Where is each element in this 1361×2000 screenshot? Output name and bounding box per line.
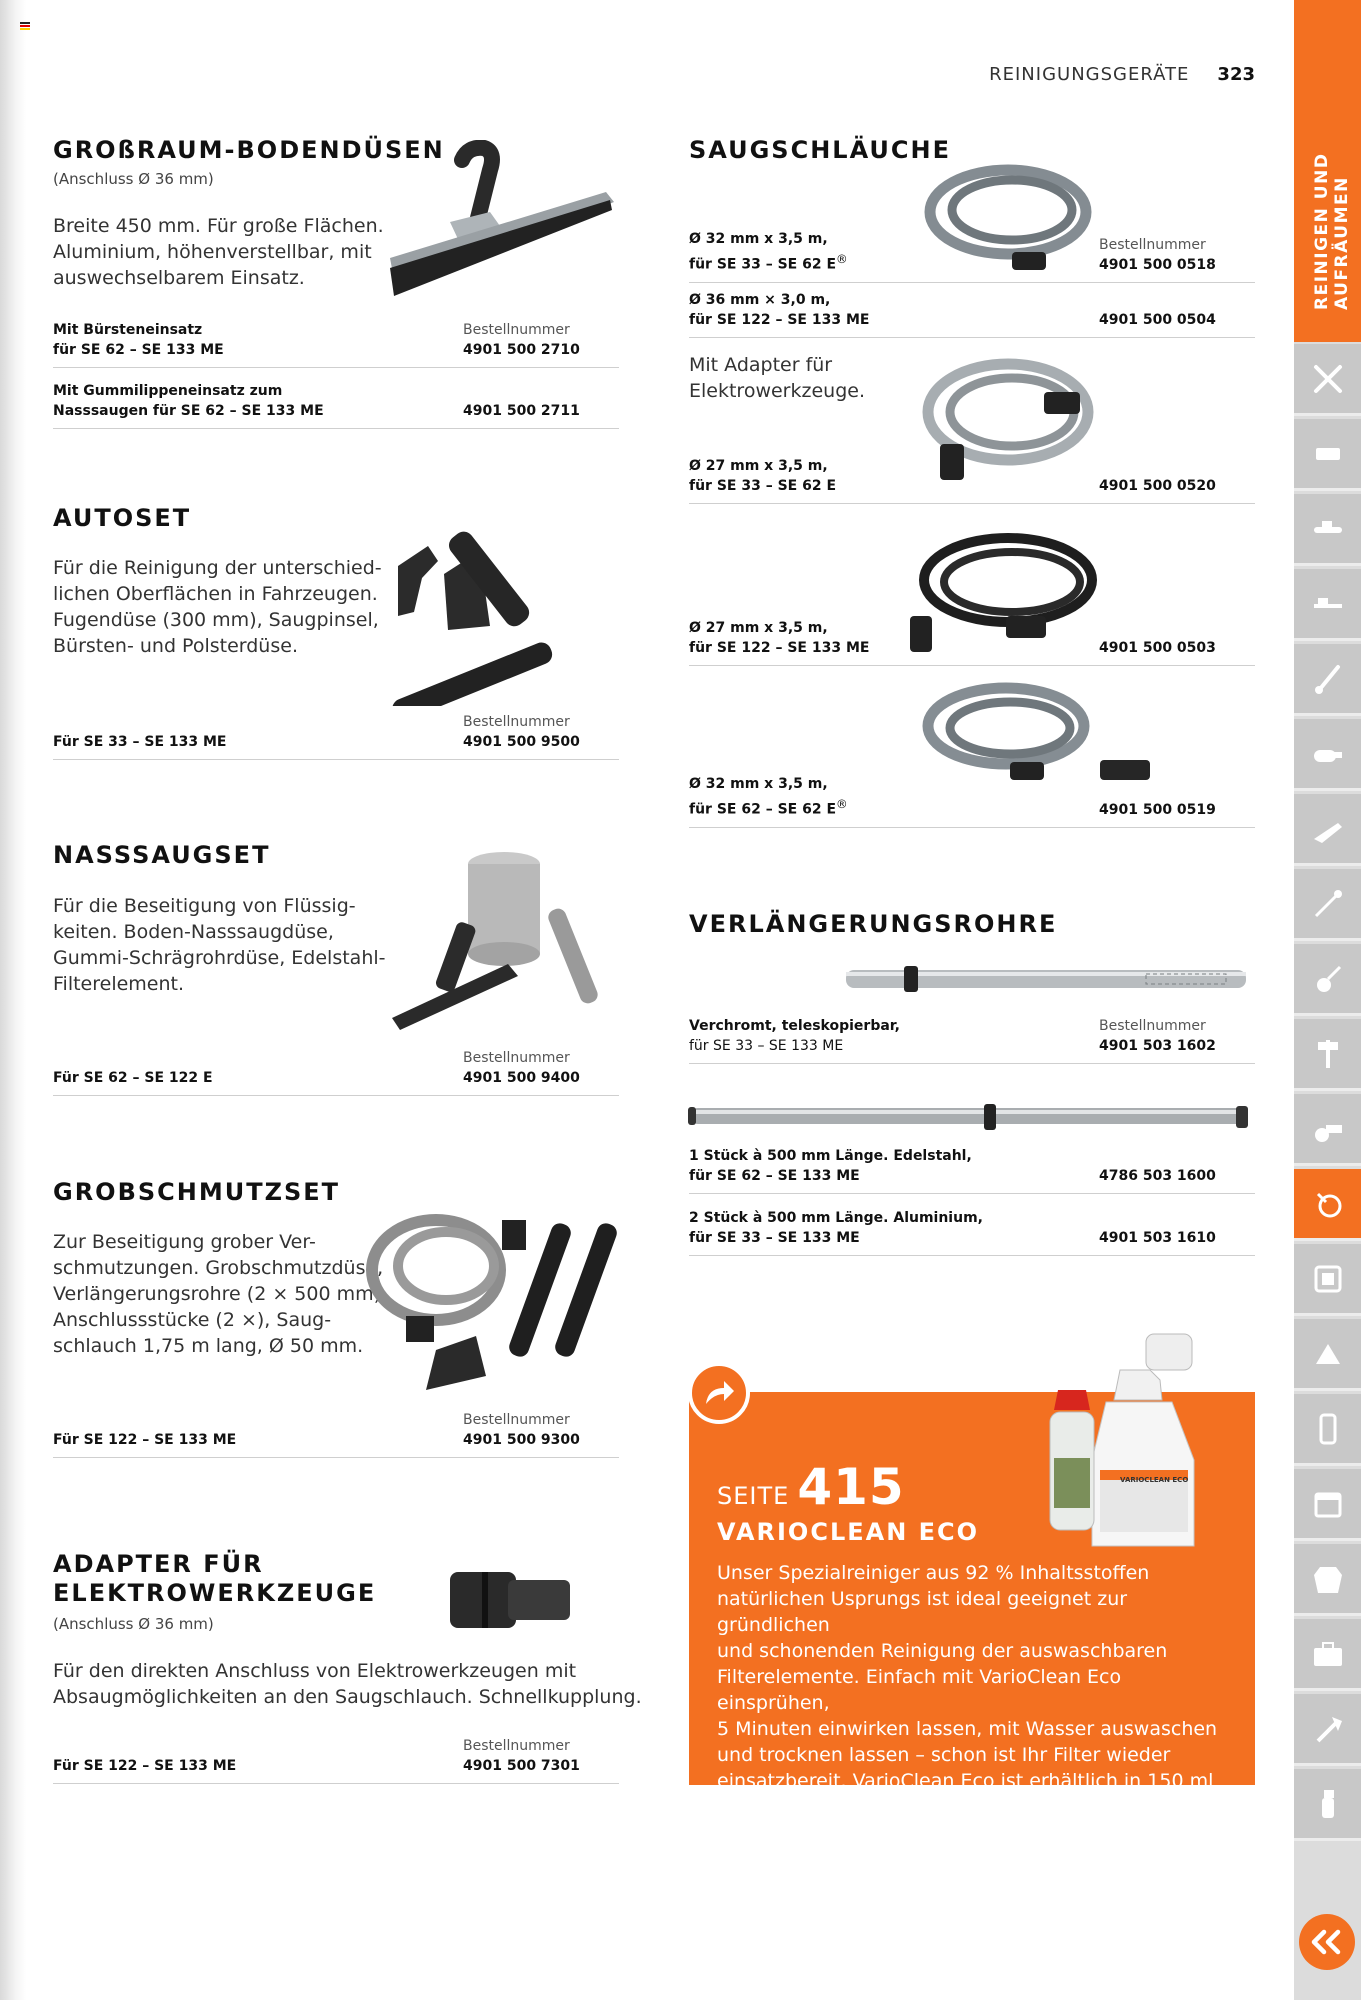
product-row <box>53 1724 619 1784</box>
order-number <box>1099 1166 1216 1186</box>
promo-line: und schonenden Reinigung der auswaschbaren <box>717 1640 1168 1662</box>
order-value: 4901 503 1602 <box>1099 1038 1216 1054</box>
desc-line: keiten. Boden-Nasssaugdüse, <box>53 921 334 943</box>
brushcutter-icon <box>1308 659 1348 699</box>
sidebar-tab-toolbox-icon[interactable] <box>1294 1619 1361 1691</box>
product-row <box>689 1194 1255 1256</box>
spray-bottles-image <box>1040 1310 1240 1550</box>
product-row <box>689 283 1255 338</box>
page-reference-number: 415 <box>797 1458 905 1516</box>
desc-line: Mit Adapter für <box>689 354 833 376</box>
adapter-description <box>53 1658 642 1710</box>
order-number <box>1099 1016 1216 1056</box>
trimmer-icon <box>1308 884 1348 924</box>
autoset-description <box>53 555 382 659</box>
section-title-adapter <box>53 1550 376 1609</box>
sidebar-tab-battery-icon[interactable] <box>1294 419 1361 491</box>
sidebar-tab-spray-bottle-icon[interactable] <box>1294 1769 1361 1841</box>
sidebar-tab-jacket-icon[interactable] <box>1294 1544 1361 1616</box>
order-value: 4901 500 0504 <box>1099 312 1216 328</box>
order-caption: Bestellnummer <box>463 1050 570 1066</box>
label-line: für SE 62 – SE 133 ME <box>53 342 224 358</box>
sidebar-tab-phone-icon[interactable] <box>1294 1394 1361 1466</box>
desc-line: Für die Beseitigung von Flüssig- <box>53 895 356 917</box>
desc-line: Absaugmöglichkeiten an den Saugschlauch. Schnellkupplung. <box>53 1686 642 1708</box>
order-number <box>1099 1228 1216 1248</box>
promo-line: und 500 ml. <box>717 1796 832 1818</box>
product-label <box>53 320 224 360</box>
desc-line: Gummi-Schrägrohrdüse, Edelstahl- <box>53 947 386 969</box>
order-caption: Bestellnummer <box>463 1738 570 1754</box>
running-header <box>989 64 1255 85</box>
product-row <box>53 700 619 760</box>
order-value: 4786 503 1600 <box>1099 1168 1216 1184</box>
order-value: 4901 500 0503 <box>1099 640 1216 656</box>
order-value: 4901 500 7301 <box>463 1758 580 1774</box>
sprayer-icon <box>1308 1334 1348 1374</box>
jacket-icon <box>1308 1559 1348 1599</box>
sidebar-tab-cultivator-icon[interactable] <box>1294 944 1361 1016</box>
extension-tube-image <box>686 1098 1252 1138</box>
page-number: 323 <box>1217 64 1255 85</box>
order-value: 4901 500 9500 <box>463 734 580 750</box>
product-label <box>689 229 848 275</box>
telescopic-tube-image <box>842 960 1256 1000</box>
label-line: Ø 36 mm × 3,0 m, <box>689 292 831 308</box>
battery-icon <box>1308 434 1348 474</box>
label-line: Ø 27 mm x 3,5 m, <box>689 620 828 636</box>
product-label: Für SE 122 – SE 133 ME <box>53 1758 237 1774</box>
label-line: für SE 62 – SE 133 ME <box>689 1168 860 1184</box>
double-chevron-left-icon[interactable] <box>1299 1914 1355 1970</box>
chainsaw-icon <box>1308 509 1348 549</box>
order-caption: Bestellnummer <box>463 322 570 338</box>
product-row <box>689 772 1255 828</box>
order-number <box>463 712 580 752</box>
label-line: für SE 122 – SE 133 ME <box>689 640 870 656</box>
cultivator-icon <box>1308 959 1348 999</box>
sidebar-tab-auger-icon[interactable] <box>1294 1019 1361 1091</box>
vacuum-icon <box>1308 1184 1348 1224</box>
order-value: 4901 500 2711 <box>463 403 580 419</box>
phone-icon <box>1308 1409 1348 1449</box>
label-line: Ø 27 mm x 3,5 m, <box>689 458 828 474</box>
sidebar-tab-hedge-trimmer-icon[interactable] <box>1294 569 1361 641</box>
section-title-nasssaugset: NASSSAUGSET <box>53 841 271 869</box>
flag-icon <box>20 22 30 29</box>
sidebar-tab-tools-icon[interactable] <box>1294 344 1361 416</box>
order-caption: Bestellnummer <box>1099 1018 1206 1034</box>
desc-line: Für den direkten Anschluss von Elektrowerkzeugen mit <box>53 1660 577 1682</box>
product-row <box>689 1140 1255 1194</box>
label-line: Mit Bürsteneinsatz <box>53 322 203 338</box>
desc-line: auswechselbarem Einsatz. <box>53 267 305 289</box>
section-title-saugschlaeuche: SAUGSCHLÄUCHE <box>689 136 952 164</box>
product-row <box>689 1006 1255 1064</box>
order-value: 4901 500 0519 <box>1099 802 1216 818</box>
order-number <box>1099 476 1216 496</box>
registered-mark: ® <box>836 252 848 267</box>
blower-icon <box>1308 734 1348 774</box>
cutoff-saw-icon <box>1308 1109 1348 1149</box>
product-label: Für SE 122 – SE 133 ME <box>53 1432 237 1448</box>
product-label <box>689 774 848 820</box>
desc-line: Aluminium, höhenverstellbar, mit <box>53 241 372 263</box>
title-line: ELEKTROWERKZEUGE <box>53 1579 377 1608</box>
adapter-note <box>689 352 865 404</box>
order-number <box>463 1410 580 1450</box>
sidebar-tab-trimmer-icon[interactable] <box>1294 869 1361 941</box>
product-label: Für SE 62 – SE 122 E <box>53 1070 213 1086</box>
product-row <box>53 300 619 368</box>
label-line: Mit Gummilippeneinsatz zum <box>53 383 283 399</box>
arrow-turn-icon[interactable] <box>688 1362 750 1424</box>
adapter-image <box>448 1566 574 1634</box>
sidebar-tab-pressure-washer-icon[interactable] <box>1294 1244 1361 1316</box>
order-value: 4901 500 0518 <box>1099 257 1216 273</box>
hedge-trimmer-icon <box>1308 584 1348 624</box>
desc-line: schlauch 1,75 m lang, Ø 50 mm. <box>53 1335 364 1357</box>
desc-line: Fugendüse (300 mm), Saugpinsel, <box>53 609 379 631</box>
order-value: 4901 500 9300 <box>463 1432 580 1448</box>
label-line: für SE 62 – SE 62 E <box>689 802 837 818</box>
sidebar-tab-cutoff-saw-icon[interactable] <box>1294 1094 1361 1166</box>
category-label: REINIGEN UND AUFRÄUMEN <box>1312 152 1352 310</box>
calendar-icon <box>1308 1484 1348 1524</box>
product-row <box>689 448 1255 504</box>
sidebar-tab-calendar-icon[interactable] <box>1294 1469 1361 1541</box>
grobschmutzset-image <box>366 1200 642 1410</box>
sidebar-tab-axe-icon[interactable] <box>1294 1694 1361 1766</box>
order-value: 4901 500 9400 <box>463 1070 580 1086</box>
spray-bottle-icon <box>1308 1784 1348 1824</box>
product-row <box>689 222 1255 283</box>
product-row <box>53 368 619 429</box>
grobschmutzset-description <box>53 1229 387 1359</box>
label-line: 2 Stück à 500 mm Länge. Aluminium, <box>689 1210 983 1226</box>
product-row <box>53 1398 619 1458</box>
promo-line: einsatzbereit. VarioClean Eco ist erhältlich in 150 ml <box>717 1770 1214 1792</box>
label-line: für SE 33 – SE 62 E <box>689 478 837 494</box>
promo-title: VARIOCLEAN ECO <box>717 1518 980 1546</box>
page-reference <box>717 1458 905 1516</box>
axe-icon <box>1308 1709 1348 1749</box>
label-line: für SE 33 – SE 133 ME <box>689 1038 844 1054</box>
label-line: für SE 122 – SE 133 ME <box>689 312 870 328</box>
tools-icon <box>1308 359 1348 399</box>
desc-line: Breite 450 mm. Für große Flächen. <box>53 215 384 237</box>
sidebar-tab-lawnmower-icon[interactable] <box>1294 794 1361 866</box>
order-number <box>1099 800 1216 820</box>
sidebar-tab-sprayer-icon[interactable] <box>1294 1319 1361 1391</box>
order-number <box>1099 235 1216 275</box>
label-line: für SE 33 – SE 133 ME <box>689 1230 860 1246</box>
desc-line: Filterelement. <box>53 973 185 995</box>
promo-line: Unser Spezialreiniger aus 92 % Inhaltsstoffen <box>717 1562 1150 1584</box>
section-title-grossraum: GROßRAUM-BODENDÜSEN <box>53 136 445 164</box>
label-line: Nasssaugen für SE 62 – SE 133 ME <box>53 403 324 419</box>
section-title-verlaengerungsrohre: VERLÄNGERUNGSROHRE <box>689 910 1058 938</box>
desc-line: Bürsten- und Polsterdüse. <box>53 635 298 657</box>
label-line: Ø 32 mm x 3,5 m, <box>689 776 828 793</box>
registered-mark: ® <box>836 797 848 812</box>
promo-line: Filterelemente. Einfach mit VarioClean Eco einsprühen, <box>717 1666 1122 1714</box>
desc-line: Anschlussstücke (2 ×), Saug- <box>53 1309 332 1331</box>
sidebar-tab-chainsaw-icon[interactable] <box>1294 494 1361 566</box>
section-title-grobschmutzset: GROBSCHMUTZSET <box>53 1178 341 1206</box>
product-row <box>53 1036 619 1096</box>
autoset-image <box>378 516 618 706</box>
product-label <box>689 1016 900 1056</box>
toolbox-icon <box>1308 1634 1348 1674</box>
title-line: ADAPTER FÜR <box>53 1550 264 1578</box>
grossraum-description <box>53 213 384 291</box>
order-number <box>463 320 580 360</box>
order-number <box>463 401 580 421</box>
product-label <box>689 290 869 330</box>
lawnmower-icon <box>1308 809 1348 849</box>
connector-note: (Anschluss Ø 36 mm) <box>53 1615 214 1633</box>
floor-nozzle-image <box>380 140 620 300</box>
product-label <box>689 618 869 658</box>
label-line: Ø 32 mm x 3,5 m, <box>689 231 828 248</box>
nasssaugset-description <box>53 893 386 997</box>
sidebar-tab-brushcutter-icon[interactable] <box>1294 644 1361 716</box>
promo-text <box>717 1560 1237 1820</box>
desc-line: Verlängerungsrohre (2 × 500 mm), <box>53 1283 388 1305</box>
desc-line: schmutzungen. Grobschmutzdüse, <box>53 1257 384 1279</box>
desc-line: Elektrowerkzeuge. <box>689 380 865 402</box>
product-label: Für SE 33 – SE 133 ME <box>53 734 227 750</box>
sidebar-tab-blower-icon[interactable] <box>1294 719 1361 791</box>
product-label <box>689 1208 983 1248</box>
bottle-label: VARIOCLEAN ECO <box>1120 1476 1189 1484</box>
label-line: Verchromt, teleskopierbar, <box>689 1018 900 1034</box>
product-label <box>689 456 836 496</box>
label-line: für SE 33 – SE 62 E <box>689 257 837 273</box>
page-reference-label: SEITE <box>717 1482 790 1510</box>
desc-line: Zur Beseitigung grober Ver- <box>53 1231 316 1253</box>
section-title-autoset: AUTOSET <box>53 504 192 532</box>
auger-icon <box>1308 1034 1348 1074</box>
connector-note: (Anschluss Ø 36 mm) <box>53 170 214 188</box>
product-label <box>53 381 324 421</box>
order-number <box>1099 310 1216 330</box>
label-line: 1 Stück à 500 mm Länge. Edelstahl, <box>689 1148 972 1164</box>
order-caption: Bestellnummer <box>463 714 570 730</box>
order-number <box>463 1736 580 1776</box>
sidebar-tab-vacuum-icon[interactable] <box>1294 1169 1361 1241</box>
product-row <box>689 610 1255 666</box>
order-caption: Bestellnummer <box>463 1412 570 1428</box>
order-number <box>1099 638 1216 658</box>
promo-line: und trocknen lassen – schon ist Ihr Filter wieder <box>717 1744 1171 1766</box>
promo-line: natürlichen Usprungs ist ideal geeignet zur gründlichen <box>717 1588 1128 1636</box>
nasssaugset-image <box>388 846 620 1036</box>
product-label <box>689 1146 972 1186</box>
pressure-washer-icon <box>1308 1259 1348 1299</box>
order-number <box>463 1048 580 1088</box>
promo-line: 5 Minuten einwirken lassen, mit Wasser auswaschen <box>717 1718 1218 1740</box>
order-caption: Bestellnummer <box>1099 237 1206 253</box>
desc-line: Für die Reinigung der unterschied- <box>53 557 382 579</box>
order-value: 4901 500 2710 <box>463 342 580 358</box>
order-value: 4901 500 0520 <box>1099 478 1216 494</box>
desc-line: lichen Oberflächen in Fahrzeugen. <box>53 583 378 605</box>
page-gutter-shade <box>0 0 26 2000</box>
order-value: 4901 503 1610 <box>1099 1230 1216 1246</box>
section-name: REINIGUNGSGERÄTE <box>989 64 1190 85</box>
